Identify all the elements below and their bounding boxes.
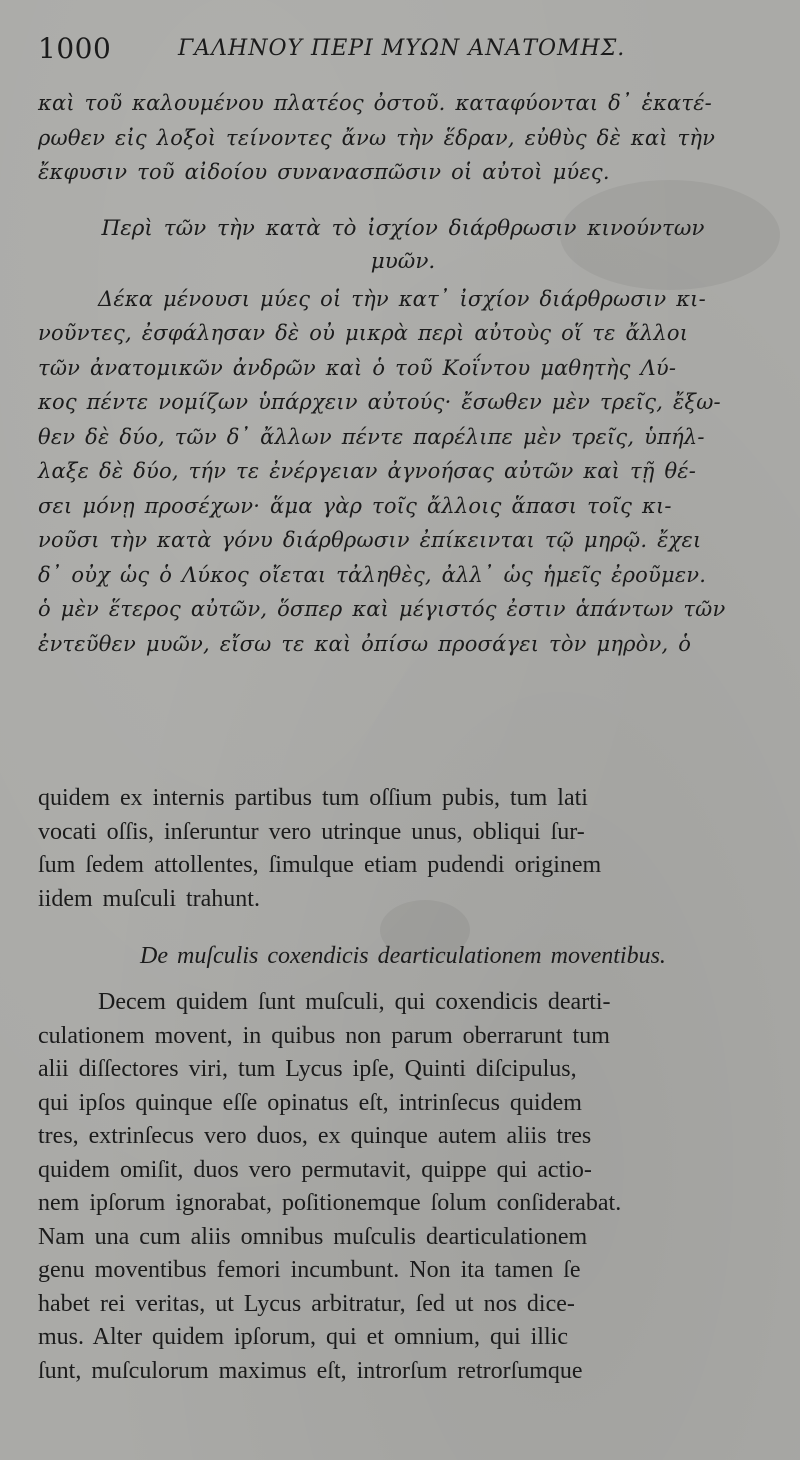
- latin-body-line: ſunt, muſculorum maximus eſt, introrſum retrorſumque: [38, 1357, 583, 1384]
- greek-intro-line: ἔκφυσιν τοῦ αἰδοίου συνανασπῶσιν οἱ αὐτοὶ μύες.: [38, 160, 610, 184]
- latin-body-line: habet rei veritas, ut Lycus arbitratur, ſed ut nos dice-: [38, 1290, 575, 1317]
- latin-body-line: mus. Alter quidem ipſorum, qui et omnium, qui illic: [38, 1324, 568, 1350]
- latin-body-line: alii diſſectores viri, tum Lycus ipſe, Quinti diſcipulus,: [38, 1056, 577, 1082]
- greek-body-line: τῶν ἀνατομικῶν ἀνδρῶν καὶ ὁ τοῦ Κοΐντου μαθητὴς Λύ-: [38, 355, 677, 380]
- greek-section-heading: μυῶν.: [370, 248, 436, 274]
- latin-body-line: qui ipſos quinque eſſe opinatus eſt, intrinſecus quidem: [38, 1089, 582, 1116]
- greek-body-line: λαξε δὲ δύο, τήν τε ἐνέργειαν ἀγνοήσας αὐτῶν καὶ τῇ θέ-: [38, 459, 697, 483]
- latin-body-line: Decem quidem ſunt muſculi, qui coxendicis dearti-: [98, 989, 611, 1015]
- latin-intro-line: iidem muſculi trahunt.: [38, 885, 260, 912]
- latin-body-line: nem ipſorum ignorabat, poſitionemque ſolum conſiderabat.: [38, 1190, 622, 1216]
- page-number: 1000: [38, 32, 112, 65]
- greek-section-heading: Περὶ τῶν τὴν κατὰ τὸ ἰσχίον διάρθρωσιν κινούντων: [101, 215, 705, 241]
- greek-body-line: νοῦντες, ἐσφάλησαν δὲ οὐ μικρὰ περὶ αὐτοὺς οἵ τε ἄλλοι: [38, 321, 689, 345]
- latin-intro-line: vocati oſſis, inſeruntur vero utrinque unus, obliqui ſur-: [38, 818, 585, 845]
- latin-text-block: [38, 782, 768, 1388]
- greek-body-line: δ᾽ οὐχ ὡς ὁ Λύκος οἴεται τἀληθὲς, ἀλλ᾽ ὡς ἡμεῖς ἐροῦμεν.: [38, 562, 707, 587]
- latin-intro-line: quidem ex internis partibus tum oſſium pubis, tum lati: [38, 785, 588, 811]
- latin-body-line: genu moventibus femori incumbunt. Non ita tamen ſe: [38, 1257, 581, 1283]
- greek-body-line: σει μόνῃ προσέχων· ἅμα γὰρ τοῖς ἄλλοις ἅπασι τοῖς κι-: [38, 493, 672, 518]
- latin-section-heading: De muſculis coxendicis dearticulationem moventibus.: [140, 943, 666, 969]
- greek-intro-line: ρωθεν εἰς λοξοὶ τείνοντες ἄνω τὴν ἕδραν, εὐθὺς δὲ καὶ τὴν: [38, 125, 716, 150]
- greek-text-block: [38, 86, 768, 661]
- greek-body-line: ἐντεῦθεν μυῶν, εἴσω τε καὶ ὀπίσω προσάγει τὸν μηρὸν, ὁ: [38, 631, 692, 656]
- greek-body-line: θεν δὲ δύο, τῶν δ᾽ ἄλλων πέντε παρέλιπε μὲν τρεῖς, ὑπήλ-: [38, 424, 705, 449]
- greek-body-line: ὁ μὲν ἕτερος αὐτῶν, ὅσπερ καὶ μέγιστός ἐστιν ἁπάντων τῶν: [38, 597, 726, 621]
- latin-body-line: quidem omiſit, duos vero permutavit, quippe qui actio-: [38, 1156, 592, 1183]
- running-title: ΓΑΛΗΝΟΥ ΠΕΡΙ ΜΥΩΝ ΑΝΑΤΟΜΗΣ.: [178, 36, 626, 61]
- latin-body-line: Nam una cum aliis omnibus muſculis dearticulationem: [38, 1223, 588, 1250]
- greek-body-line: νοῦσι τὴν κατὰ γόνυ διάρθρωσιν ἐπίκεινται τῷ μηρῷ. ἔχει: [38, 528, 702, 552]
- page-header: [38, 28, 762, 68]
- latin-intro-line: ſum ſedem attollentes, ſimulque etiam pudendi originem: [38, 852, 602, 878]
- greek-body-line: κος πέντε νομίζων ὑπάρχειν αὐτούς· ἔσωθεν μὲν τρεῖς, ἔξω-: [38, 390, 721, 414]
- latin-body-line: culationem movent, in quibus non parum oberrarunt tum: [38, 1022, 610, 1049]
- greek-body-line: Δέκα μένουσι μύες οἱ τὴν κατ᾽ ἰσχίον διάρθρωσιν κι-: [98, 286, 706, 311]
- greek-intro-line: καὶ τοῦ καλουμένου πλατέος ὀστοῦ. καταφύονται δ᾽ ἑκατέ-: [38, 91, 712, 115]
- latin-body-line: tres, extrinſecus vero duos, ex quinque autem aliis tres: [38, 1123, 592, 1149]
